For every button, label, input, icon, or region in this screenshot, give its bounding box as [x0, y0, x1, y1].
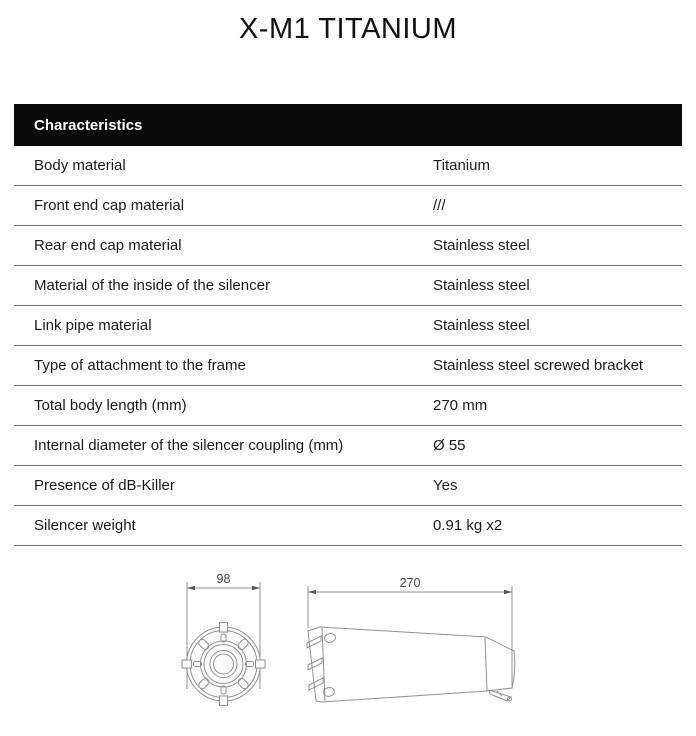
row-label: Type of attachment to the frame: [34, 357, 246, 374]
table-row: [14, 306, 682, 346]
table-row: [14, 266, 682, 306]
row-label: Body material: [34, 157, 126, 174]
dimension-arrow-left: [187, 586, 195, 590]
row-label: Rear end cap material: [34, 237, 182, 254]
table-row: [14, 226, 682, 266]
table-header-label: Characteristics: [34, 116, 143, 134]
rim-tabs: [182, 623, 265, 706]
row-value: 0.91 kg x2: [433, 517, 503, 534]
row-label: Link pipe material: [34, 317, 152, 334]
table-row: [14, 466, 682, 506]
rim-slots: [197, 638, 249, 690]
row-value: Stainless steel screwed bracket: [433, 357, 644, 374]
tail-bracket: [489, 690, 512, 701]
characteristics-table: [14, 104, 682, 546]
table-row: [14, 426, 682, 466]
dimension-arrow-right: [504, 590, 512, 594]
silencer-drawing: [0, 546, 696, 736]
table-row: [14, 186, 682, 226]
page-title: X-M1 TITANIUM: [238, 13, 458, 45]
row-value: Ø 55: [433, 437, 466, 454]
row-value: Yes: [433, 477, 458, 494]
row-value: Stainless steel: [433, 277, 530, 294]
dimension-arrow-right: [252, 586, 260, 590]
row-value: Stainless steel: [433, 317, 530, 334]
row-label: Internal diameter of the silencer coupling (mm): [34, 437, 344, 454]
row-value: ///: [433, 197, 446, 214]
row-value: 270 mm: [433, 397, 488, 414]
row-label: Silencer weight: [34, 517, 136, 534]
table-row: [14, 146, 682, 186]
front-view-dimension-label: 98: [216, 572, 231, 586]
row-value: Stainless steel: [433, 237, 530, 254]
row-label: Total body length (mm): [34, 397, 187, 414]
row-label: Presence of dB-Killer: [34, 477, 175, 494]
table-row: [14, 346, 682, 386]
technical-drawings: [0, 546, 696, 736]
dimension-arrow-left: [308, 590, 316, 594]
row-value: Titanium: [433, 157, 490, 174]
table-header: [14, 104, 682, 146]
table-row: [14, 506, 682, 546]
side-view-drawing: [307, 586, 515, 702]
side-view-dimension-label: 270: [399, 576, 421, 590]
row-label: Material of the inside of the silencer: [34, 277, 270, 294]
table-row: [14, 386, 682, 426]
row-label: Front end cap material: [34, 197, 185, 214]
front-view-drawing: [182, 582, 265, 706]
